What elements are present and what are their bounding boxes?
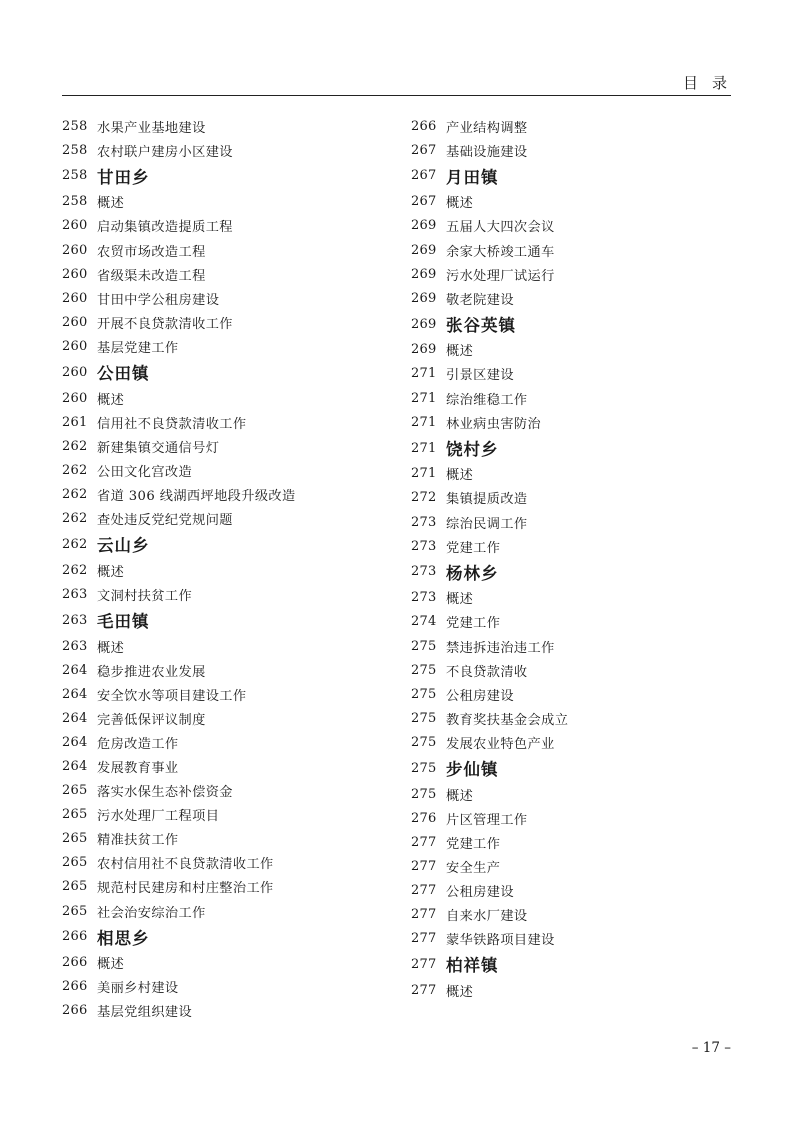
toc-page-number: 273: [411, 538, 437, 554]
toc-section-heading[interactable]: [411, 310, 731, 338]
toc-page-number: 273: [411, 590, 437, 606]
toc-page-number: 262: [62, 562, 88, 578]
toc-page-number: 271: [411, 466, 437, 482]
toc-page-number: 265: [62, 831, 88, 847]
toc-entry-title: 甘田中学公租房建设: [97, 292, 220, 308]
toc-entry-title: 党建工作: [446, 616, 501, 632]
toc-page-number: 273: [411, 564, 437, 580]
toc-page-number: 277: [411, 956, 437, 972]
toc-page-number: 276: [411, 810, 437, 826]
toc-entry-title: 公租房建设: [446, 688, 514, 704]
toc-entry-title: 规范村民建房和村庄整治工作: [97, 881, 274, 897]
toc-entry-title: 发展农业特色产业: [446, 736, 555, 752]
toc-section-title: 步仙镇: [446, 760, 499, 780]
header-rule: [62, 95, 731, 96]
toc-entry[interactable]: [62, 999, 362, 1023]
toc-entry[interactable]: [411, 658, 731, 682]
toc-page-number: 260: [62, 266, 88, 282]
toc-page-number: 275: [411, 710, 437, 726]
toc-entry-title: 美丽乡村建设: [97, 981, 179, 997]
toc-page-number: 275: [411, 760, 437, 776]
toc-entry-title: 禁违拆违治违工作: [446, 640, 555, 656]
toc-section-title: 毛田镇: [97, 612, 150, 632]
toc-section-heading[interactable]: [62, 531, 362, 559]
toc-page-number: 266: [62, 979, 88, 995]
toc-page-number: 262: [62, 438, 88, 454]
toc-section-title: 饶村乡: [446, 440, 499, 460]
toc-page-number: 265: [62, 879, 88, 895]
toc-entry[interactable]: [411, 806, 731, 830]
toc-page-number: 264: [62, 734, 88, 750]
toc-entry[interactable]: [62, 138, 362, 162]
toc-entry-title: 公租房建设: [446, 884, 514, 900]
toc-entry[interactable]: [62, 827, 362, 851]
toc-page-number: 274: [411, 614, 437, 630]
toc-page-number: 258: [62, 118, 88, 134]
toc-page-number: 267: [411, 194, 437, 210]
toc-page-number: 277: [411, 834, 437, 850]
toc-page-number: 271: [411, 414, 437, 430]
toc-entry[interactable]: [62, 682, 362, 706]
toc-entry-title: 蒙华铁路项目建设: [446, 933, 555, 949]
toc-page-number: 262: [62, 486, 88, 502]
toc-left-column: [62, 114, 362, 1023]
toc-entry[interactable]: [411, 903, 731, 927]
toc-entry[interactable]: [411, 927, 731, 951]
toc-page-number: 264: [62, 662, 88, 678]
toc-entry[interactable]: [62, 507, 362, 531]
toc-entry-title: 综治维稳工作: [446, 392, 528, 408]
toc-entry[interactable]: [62, 779, 362, 803]
toc-page-number: 264: [62, 758, 88, 774]
toc-section-heading[interactable]: [62, 606, 362, 634]
toc-section-title: 月田镇: [446, 167, 499, 187]
toc-page-number: 264: [62, 710, 88, 726]
toc-entry-title: 概述: [446, 196, 474, 212]
toc-page-number: 262: [62, 511, 88, 527]
toc-entry-title: 基层党建工作: [97, 340, 179, 356]
toc-page-number: 269: [411, 242, 437, 258]
toc-page-number: 267: [411, 142, 437, 158]
toc-section-heading[interactable]: [62, 358, 362, 386]
toc-entry[interactable]: [62, 634, 362, 658]
toc-entry[interactable]: [411, 362, 731, 386]
toc-entry[interactable]: [62, 803, 362, 827]
toc-entry[interactable]: [411, 682, 731, 706]
toc-entry-title: 党建工作: [446, 836, 501, 852]
toc-section-title: 云山乡: [97, 536, 150, 556]
toc-entry-title: 安全饮水等项目建设工作: [97, 688, 247, 704]
toc-entry-title: 概述: [446, 468, 474, 484]
toc-entry-title: 省级渠未改造工程: [97, 268, 206, 284]
toc-entry-title: 概述: [97, 392, 125, 408]
toc-page-number: 269: [411, 342, 437, 358]
toc-page-number: 261: [62, 414, 88, 430]
toc-entry[interactable]: [411, 534, 731, 558]
toc-page-number: 277: [411, 882, 437, 898]
toc-entry[interactable]: [62, 458, 362, 482]
toc-section-heading[interactable]: [411, 754, 731, 782]
toc-entry-title: 综治民调工作: [446, 516, 528, 532]
toc-entry-title: 概述: [446, 592, 474, 608]
toc-section-title: 杨林乡: [446, 563, 499, 583]
toc-entry-title: 污水处理厂工程项目: [97, 809, 220, 825]
toc-entry[interactable]: [62, 658, 362, 682]
toc-section-title: 甘田乡: [97, 167, 150, 187]
toc-page-number: 271: [411, 390, 437, 406]
page-number: – 17 –: [691, 1040, 731, 1056]
toc-page-number: 277: [411, 982, 437, 998]
toc-page-number: 260: [62, 338, 88, 354]
toc-page-number: 271: [411, 440, 437, 456]
toc-entry[interactable]: [411, 410, 731, 434]
toc-entry[interactable]: [411, 978, 731, 1002]
toc-entry[interactable]: [411, 730, 731, 754]
toc-entry-title: 引景区建设: [446, 368, 514, 384]
toc-page-number: 272: [411, 490, 437, 506]
toc-entry-title: 不良贷款清收: [446, 664, 528, 680]
toc-entry-title: 公田文化宫改造: [97, 464, 193, 480]
toc-entry-title: 概述: [446, 788, 474, 804]
toc-page-number: 275: [411, 786, 437, 802]
toc-entry[interactable]: [62, 238, 362, 262]
toc-entry[interactable]: [62, 410, 362, 434]
toc-entry[interactable]: [62, 754, 362, 778]
toc-page-number: 263: [62, 612, 88, 628]
toc-entry-title: 农村联户建房小区建设: [97, 144, 233, 160]
toc-entry-title: 五届人大四次会议: [446, 220, 555, 236]
toc-entry[interactable]: [62, 706, 362, 730]
toc-entry[interactable]: [62, 286, 362, 310]
toc-entry[interactable]: [411, 138, 731, 162]
toc-entry[interactable]: [411, 214, 731, 238]
toc-entry[interactable]: [411, 114, 731, 138]
toc-entry-title: 新建集镇交通信号灯: [97, 440, 220, 456]
toc-entry-title: 危房改造工作: [97, 736, 179, 752]
toc-page-number: 269: [411, 316, 437, 332]
toc-entry[interactable]: [62, 975, 362, 999]
toc-page-number: 277: [411, 858, 437, 874]
toc-entry[interactable]: [411, 510, 731, 534]
toc-page-number: 266: [62, 955, 88, 971]
toc-entry-title: 稳步推进农业发展: [97, 664, 206, 680]
toc-page-number: 264: [62, 686, 88, 702]
toc-entry-title: 余家大桥竣工通车: [446, 244, 555, 260]
toc-entry[interactable]: [62, 190, 362, 214]
toc-page-number: 263: [62, 638, 88, 654]
toc-entry-title: 发展教育事业: [97, 760, 179, 776]
toc-page-number: 260: [62, 290, 88, 306]
toc-entry-title: 概述: [97, 196, 125, 212]
toc-entry-title: 基层党组织建设: [97, 1005, 193, 1021]
toc-page-number: 260: [62, 314, 88, 330]
toc-entry[interactable]: [62, 951, 362, 975]
toc-entry[interactable]: [62, 386, 362, 410]
toc-page-number: 266: [62, 1003, 88, 1019]
toc-entry[interactable]: [411, 262, 731, 286]
toc-page-number: 260: [62, 242, 88, 258]
toc-section-heading[interactable]: [411, 162, 731, 190]
toc-page-number: 262: [62, 536, 88, 552]
toc-entry[interactable]: [62, 262, 362, 286]
toc-entry[interactable]: [411, 190, 731, 214]
toc-entry[interactable]: [62, 899, 362, 923]
toc-entry-title: 精准扶贫工作: [97, 833, 179, 849]
toc-entry[interactable]: [62, 851, 362, 875]
toc-entry[interactable]: [411, 634, 731, 658]
toc-section-heading[interactable]: [62, 162, 362, 190]
toc-entry-title: 概述: [97, 564, 125, 580]
toc-entry-title: 基础设施建设: [446, 144, 528, 160]
toc-entry[interactable]: [62, 114, 362, 138]
toc-entry-title: 敬老院建设: [446, 292, 514, 308]
running-header-title: 目录: [682, 74, 741, 92]
toc-entry-title: 查处违反党纪党规问题: [97, 513, 233, 529]
toc-page-number: 275: [411, 734, 437, 750]
toc-entry[interactable]: [411, 854, 731, 878]
toc-entry-title: 信用社不良贷款清收工作: [97, 416, 247, 432]
toc-page-number: 265: [62, 855, 88, 871]
toc-entry[interactable]: [62, 434, 362, 458]
toc-section-heading[interactable]: [411, 951, 731, 979]
toc-entry[interactable]: [62, 558, 362, 582]
toc-entry-title: 社会治安综治工作: [97, 905, 206, 921]
toc-page-number: 266: [62, 929, 88, 945]
toc-entry-title: 自来水厂建设: [446, 909, 528, 925]
toc-entry[interactable]: [411, 338, 731, 362]
toc-page-number: 260: [62, 364, 88, 380]
toc-page-number: 275: [411, 638, 437, 654]
toc-page-number: 262: [62, 462, 88, 478]
toc-entry[interactable]: [411, 610, 731, 634]
toc-page-number: 269: [411, 218, 437, 234]
toc-page-number: 269: [411, 290, 437, 306]
toc-section-heading[interactable]: [62, 923, 362, 951]
toc-entry[interactable]: [411, 586, 731, 610]
toc-section-title: 公田镇: [97, 364, 150, 384]
toc-page-number: 260: [62, 390, 88, 406]
toc-page-number: 265: [62, 903, 88, 919]
toc-entry-title: 概述: [446, 344, 474, 360]
toc-entry[interactable]: [62, 334, 362, 358]
toc-entry[interactable]: [62, 482, 362, 506]
toc-entry-title: 落实水保生态补偿资金: [97, 785, 233, 801]
toc-entry-title: 开展不良贷款清收工作: [97, 316, 233, 332]
toc-entry[interactable]: [62, 875, 362, 899]
toc-entry-title: 集镇提质改造: [446, 492, 528, 508]
toc-entry-title: 省道 306 线湖西坪地段升级改造: [97, 488, 296, 504]
toc-entry-title: 污水处理厂试运行: [446, 268, 555, 284]
toc-page-number: 277: [411, 907, 437, 923]
toc-page-number: 258: [62, 142, 88, 158]
toc-entry[interactable]: [62, 730, 362, 754]
toc-page-number: 265: [62, 783, 88, 799]
toc-section-heading[interactable]: [411, 558, 731, 586]
toc-page-number: 267: [411, 168, 437, 184]
toc-section-heading[interactable]: [411, 434, 731, 462]
toc-right-column: [411, 114, 731, 1002]
toc-entry[interactable]: [411, 782, 731, 806]
toc-page-number: 260: [62, 218, 88, 234]
toc-entry[interactable]: [411, 830, 731, 854]
toc-entry-title: 安全生产: [446, 860, 501, 876]
toc-entry-title: 概述: [97, 640, 125, 656]
toc-page-number: 275: [411, 686, 437, 702]
toc-entry[interactable]: [411, 386, 731, 410]
toc-entry-title: 党建工作: [446, 540, 501, 556]
toc-entry[interactable]: [411, 286, 731, 310]
toc-page-number: 271: [411, 366, 437, 382]
toc-entry-title: 农村信用社不良贷款清收工作: [97, 857, 274, 873]
toc-entry-title: 产业结构调整: [446, 120, 528, 136]
toc-entry-title: 启动集镇改造提质工程: [97, 220, 233, 236]
toc-page-number: 269: [411, 266, 437, 282]
toc-page-number: 266: [411, 118, 437, 134]
toc-entry-title: 概述: [446, 984, 474, 1000]
toc-page-number: 263: [62, 586, 88, 602]
toc-entry-title: 农贸市场改造工程: [97, 244, 206, 260]
toc-entry-title: 林业病虫害防治: [446, 416, 542, 432]
toc-entry[interactable]: [62, 214, 362, 238]
toc-entry-title: 水果产业基地建设: [97, 120, 206, 136]
toc-page-number: 277: [411, 931, 437, 947]
toc-entry[interactable]: [411, 238, 731, 262]
toc-page-number: 275: [411, 662, 437, 678]
toc-section-title: 相思乡: [97, 928, 150, 948]
toc-entry[interactable]: [411, 878, 731, 902]
toc-entry-title: 文洞村扶贫工作: [97, 588, 193, 604]
toc-entry[interactable]: [411, 462, 731, 486]
toc-entry[interactable]: [62, 310, 362, 334]
toc-page-number: 265: [62, 807, 88, 823]
toc-section-title: 柏祥镇: [446, 956, 499, 976]
toc-entry[interactable]: [411, 486, 731, 510]
toc-entry-title: 完善低保评议制度: [97, 712, 206, 728]
toc-entry-title: 片区管理工作: [446, 812, 528, 828]
toc-page-number: 258: [62, 194, 88, 210]
toc-section-title: 张谷英镇: [446, 316, 516, 336]
toc-page-number: 258: [62, 168, 88, 184]
toc-entry-title: 概述: [97, 957, 125, 973]
toc-entry[interactable]: [411, 706, 731, 730]
toc-entry[interactable]: [62, 582, 362, 606]
toc-entry-title: 教育奖扶基金会成立: [446, 712, 569, 728]
toc-page-number: 273: [411, 514, 437, 530]
